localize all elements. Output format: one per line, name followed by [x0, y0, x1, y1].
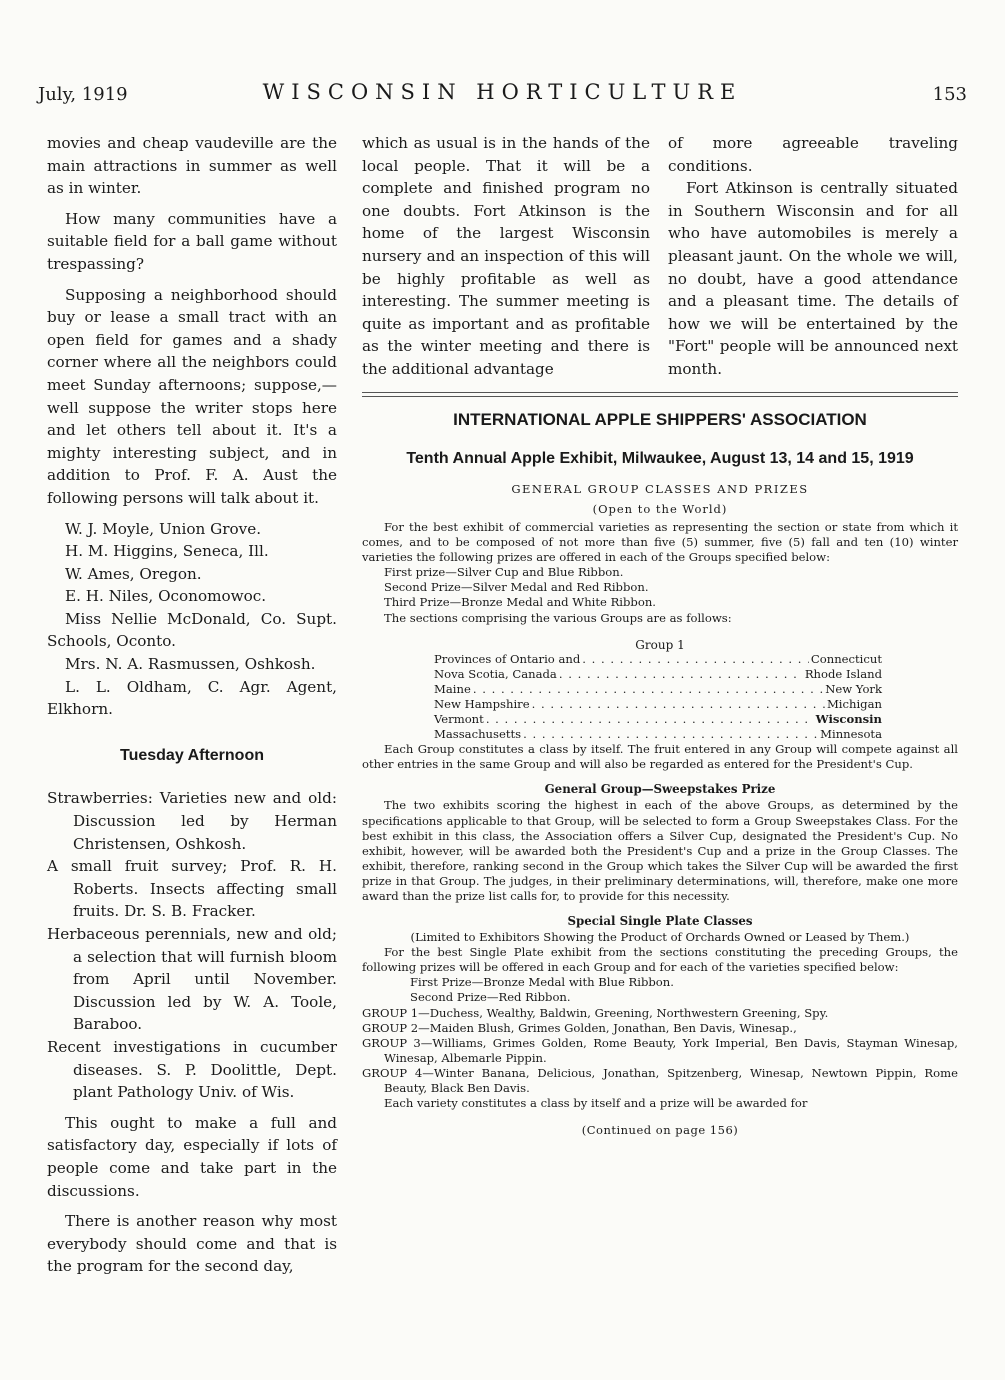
- column-right: [668, 132, 958, 381]
- special-prize: First Prize—Bronze Medal with Blue Ribbon.: [410, 975, 674, 990]
- group-note: Each Group constitutes a class by itself. The fruit entered in any Group will compete against all other entries in the same Group and will also be regarded as entered for the President's Cup.: [362, 742, 958, 772]
- continued-note: (Continued on page 156): [581, 1123, 739, 1138]
- apple-shippers-article: [362, 404, 958, 1137]
- paragraph: Fort Atkinson is centrally situated in Southern Wisconsin and for all who have automobiles is merely a pleasant jaunt. On the whole we will, no doubt, have a good attendance and a pleasant time. The details of how we will be entertained by the "Fort" people will be announced next month.: [668, 179, 958, 378]
- column-middle: [362, 132, 650, 381]
- variety-group: GROUP 2—Maiden Blush, Grimes Golden, Jonathan, Ben Davis, Winesap.,: [362, 1020, 797, 1035]
- paragraph: movies and cheap vaudeville are the main attractions in summer as well as in winter.: [47, 134, 337, 198]
- special-limit: (Limited to Exhibitors Showing the Product of Orchards Owned or Leased by Them.): [410, 930, 910, 945]
- sweepstakes-text: The two exhibits scoring the highest in each of the above Groups, as determined by the specifications applicable to that Group, will be selected to form a Group Sweepstakes Class. For the best exhibit in this class, the Association offers a Silver Cup, designated the President's Cup. No exhibit, however, will be awarded both the President's Cup and a prize in the Group Classes. The exhibit, therefore, ranking second in the Group which takes the Silver Cup will be awarded the first prize in that Group. The judges, in their preliminary determinations, will, therefore, make one more award than the prize list calls for, to provide for this necessity.: [362, 798, 958, 903]
- article-title: INTERNATIONAL APPLE SHIPPERS' ASSOCIATION: [453, 410, 867, 429]
- speaker-name: W. J. Moyle, Union Grove.: [65, 519, 262, 538]
- paragraph: There is another reason why most everybody should come and that is the program for the second day,: [47, 1212, 337, 1276]
- speaker-name: Miss Nellie McDonald, Co. Supt. Schools, Oconto.: [47, 609, 337, 651]
- intro-text: For the best exhibit of commercial varieties as representing the section or state from which it comes, and to be composed of not more than five (5) summer, five (5) fall and ten (10) winter varieties the following prizes are offered in each of the Groups specified below:: [362, 520, 958, 565]
- speaker-name: E. H. Niles, Oconomowoc.: [65, 587, 267, 606]
- speaker-name: W. Ames, Oregon.: [65, 564, 202, 583]
- program-item: Herbaceous perennials, new and old; a selection that will furnish bloom from April until November. Discussion led by W. A. Toole, Baraboo.: [47, 925, 337, 1034]
- program-item: Strawberries: Varieties new and old: Discussion led by Herman Christensen, Oshkosh.: [47, 789, 337, 853]
- group-row: Vermont . . . Wisconsin: [434, 712, 882, 727]
- program-item: A small fruit survey; Prof. R. H. Roberts. Insects affecting small fruits. Dr. S. B. Fracker.: [47, 857, 337, 921]
- group-label: Group 1: [635, 637, 685, 652]
- prize-line: First prize—Silver Cup and Blue Ribbon.: [384, 565, 624, 580]
- divider-rule: [362, 396, 958, 397]
- group-row: New Hampshire . . . Michigan: [434, 697, 882, 712]
- group-table: [434, 652, 882, 743]
- group-row: Provinces of Ontario and . . . Connecticut: [434, 652, 882, 667]
- special-text: For the best Single Plate exhibit from the sections constituting the preceding Groups, the following prizes will be offered in each Group and for each of the varieties specified below:: [362, 945, 958, 975]
- sections-intro: The sections comprising the various Groups are as follows:: [384, 610, 732, 625]
- paragraph: This ought to make a full and satisfactory day, especially if lots of people come and take part in the discussions.: [47, 1113, 337, 1200]
- prize-line: Second Prize—Silver Medal and Red Ribbon.: [384, 580, 649, 595]
- sweepstakes-heading: General Group—Sweepstakes Prize: [544, 782, 776, 797]
- program-item: Recent investigations in cucumber diseases. S. P. Doolittle, Dept. plant Pathology Univ. of Wis.: [47, 1037, 337, 1102]
- speaker-name: Mrs. N. A. Rasmussen, Oshkosh.: [65, 655, 316, 674]
- issue-date: July, 1919: [38, 84, 128, 105]
- paragraph: which as usual is in the hands of the local people. That it will be a complete and finished program no one doubts. Fort Atkinson is the home of the largest Wisconsin nursery and an inspection of this will be highly profitable as well as interesting. The summer meeting is quite as important and as profitable as the winter meeting and there is the additional advantage: [362, 134, 650, 378]
- divider-rule: [362, 392, 958, 393]
- page-header: [38, 78, 967, 108]
- page-number: 153: [932, 84, 967, 105]
- variety-group: GROUP 1—Duchess, Wealthy, Baldwin, Greening, Northwestern Greening, Spy.: [362, 1005, 829, 1020]
- paragraph: How many communities have a suitable field for a ball game without trespassing?: [47, 209, 337, 273]
- prize-line: Third Prize—Bronze Medal and White Ribbon.: [384, 595, 656, 610]
- variety-group: GROUP 3—Williams, Grimes Golden, Rome Beauty, York Imperial, Ben Davis, Stayman Winesap, Winesap, Albemarle Pippin.: [362, 1035, 958, 1065]
- group-row: Massachusetts . . . Minnesota: [434, 727, 882, 742]
- speaker-name: H. M. Higgins, Seneca, Ill.: [65, 542, 269, 561]
- special-prize: Second Prize—Red Ribbon.: [410, 990, 571, 1005]
- special-heading: Special Single Plate Classes: [567, 914, 753, 929]
- section-heading: Tuesday Afternoon: [119, 746, 264, 764]
- closing-text: Each variety constitutes a class by itself and a prize will be awarded for: [384, 1096, 808, 1111]
- group-row: Nova Scotia, Canada . . . Rhode Island: [434, 667, 882, 682]
- group-row: Maine . . . New York: [434, 682, 882, 697]
- open-note: (Open to the World): [592, 502, 728, 516]
- paragraph: of more agreeable traveling conditions.: [668, 134, 958, 175]
- speaker-name: L. L. Oldham, C. Agr. Agent, Elkhorn.: [47, 677, 337, 719]
- article-subtitle: Tenth Annual Apple Exhibit, Milwaukee, August 13, 14 and 15, 1919: [406, 450, 914, 467]
- journal-title: WISCONSIN HORTICULTURE: [262, 80, 743, 104]
- variety-group: GROUP 4—Winter Banana, Delicious, Jonathan, Spitzenberg, Winesap, Newtown Pippin, Rome Beauty, Black Ben Davis.: [362, 1065, 958, 1095]
- paragraph: Supposing a neighborhood should buy or lease a small tract with an open field for games and a shady corner where all the neighbors could meet Sunday afternoons; suppose,—well suppose the writer stops here and let others tell about it. It's a mighty interesting subject, and in addition to Prof. F. A. Aust the following persons will talk about it.: [47, 285, 337, 507]
- classes-heading: GENERAL GROUP CLASSES AND PRIZES: [511, 482, 809, 496]
- column-left: [47, 132, 337, 1278]
